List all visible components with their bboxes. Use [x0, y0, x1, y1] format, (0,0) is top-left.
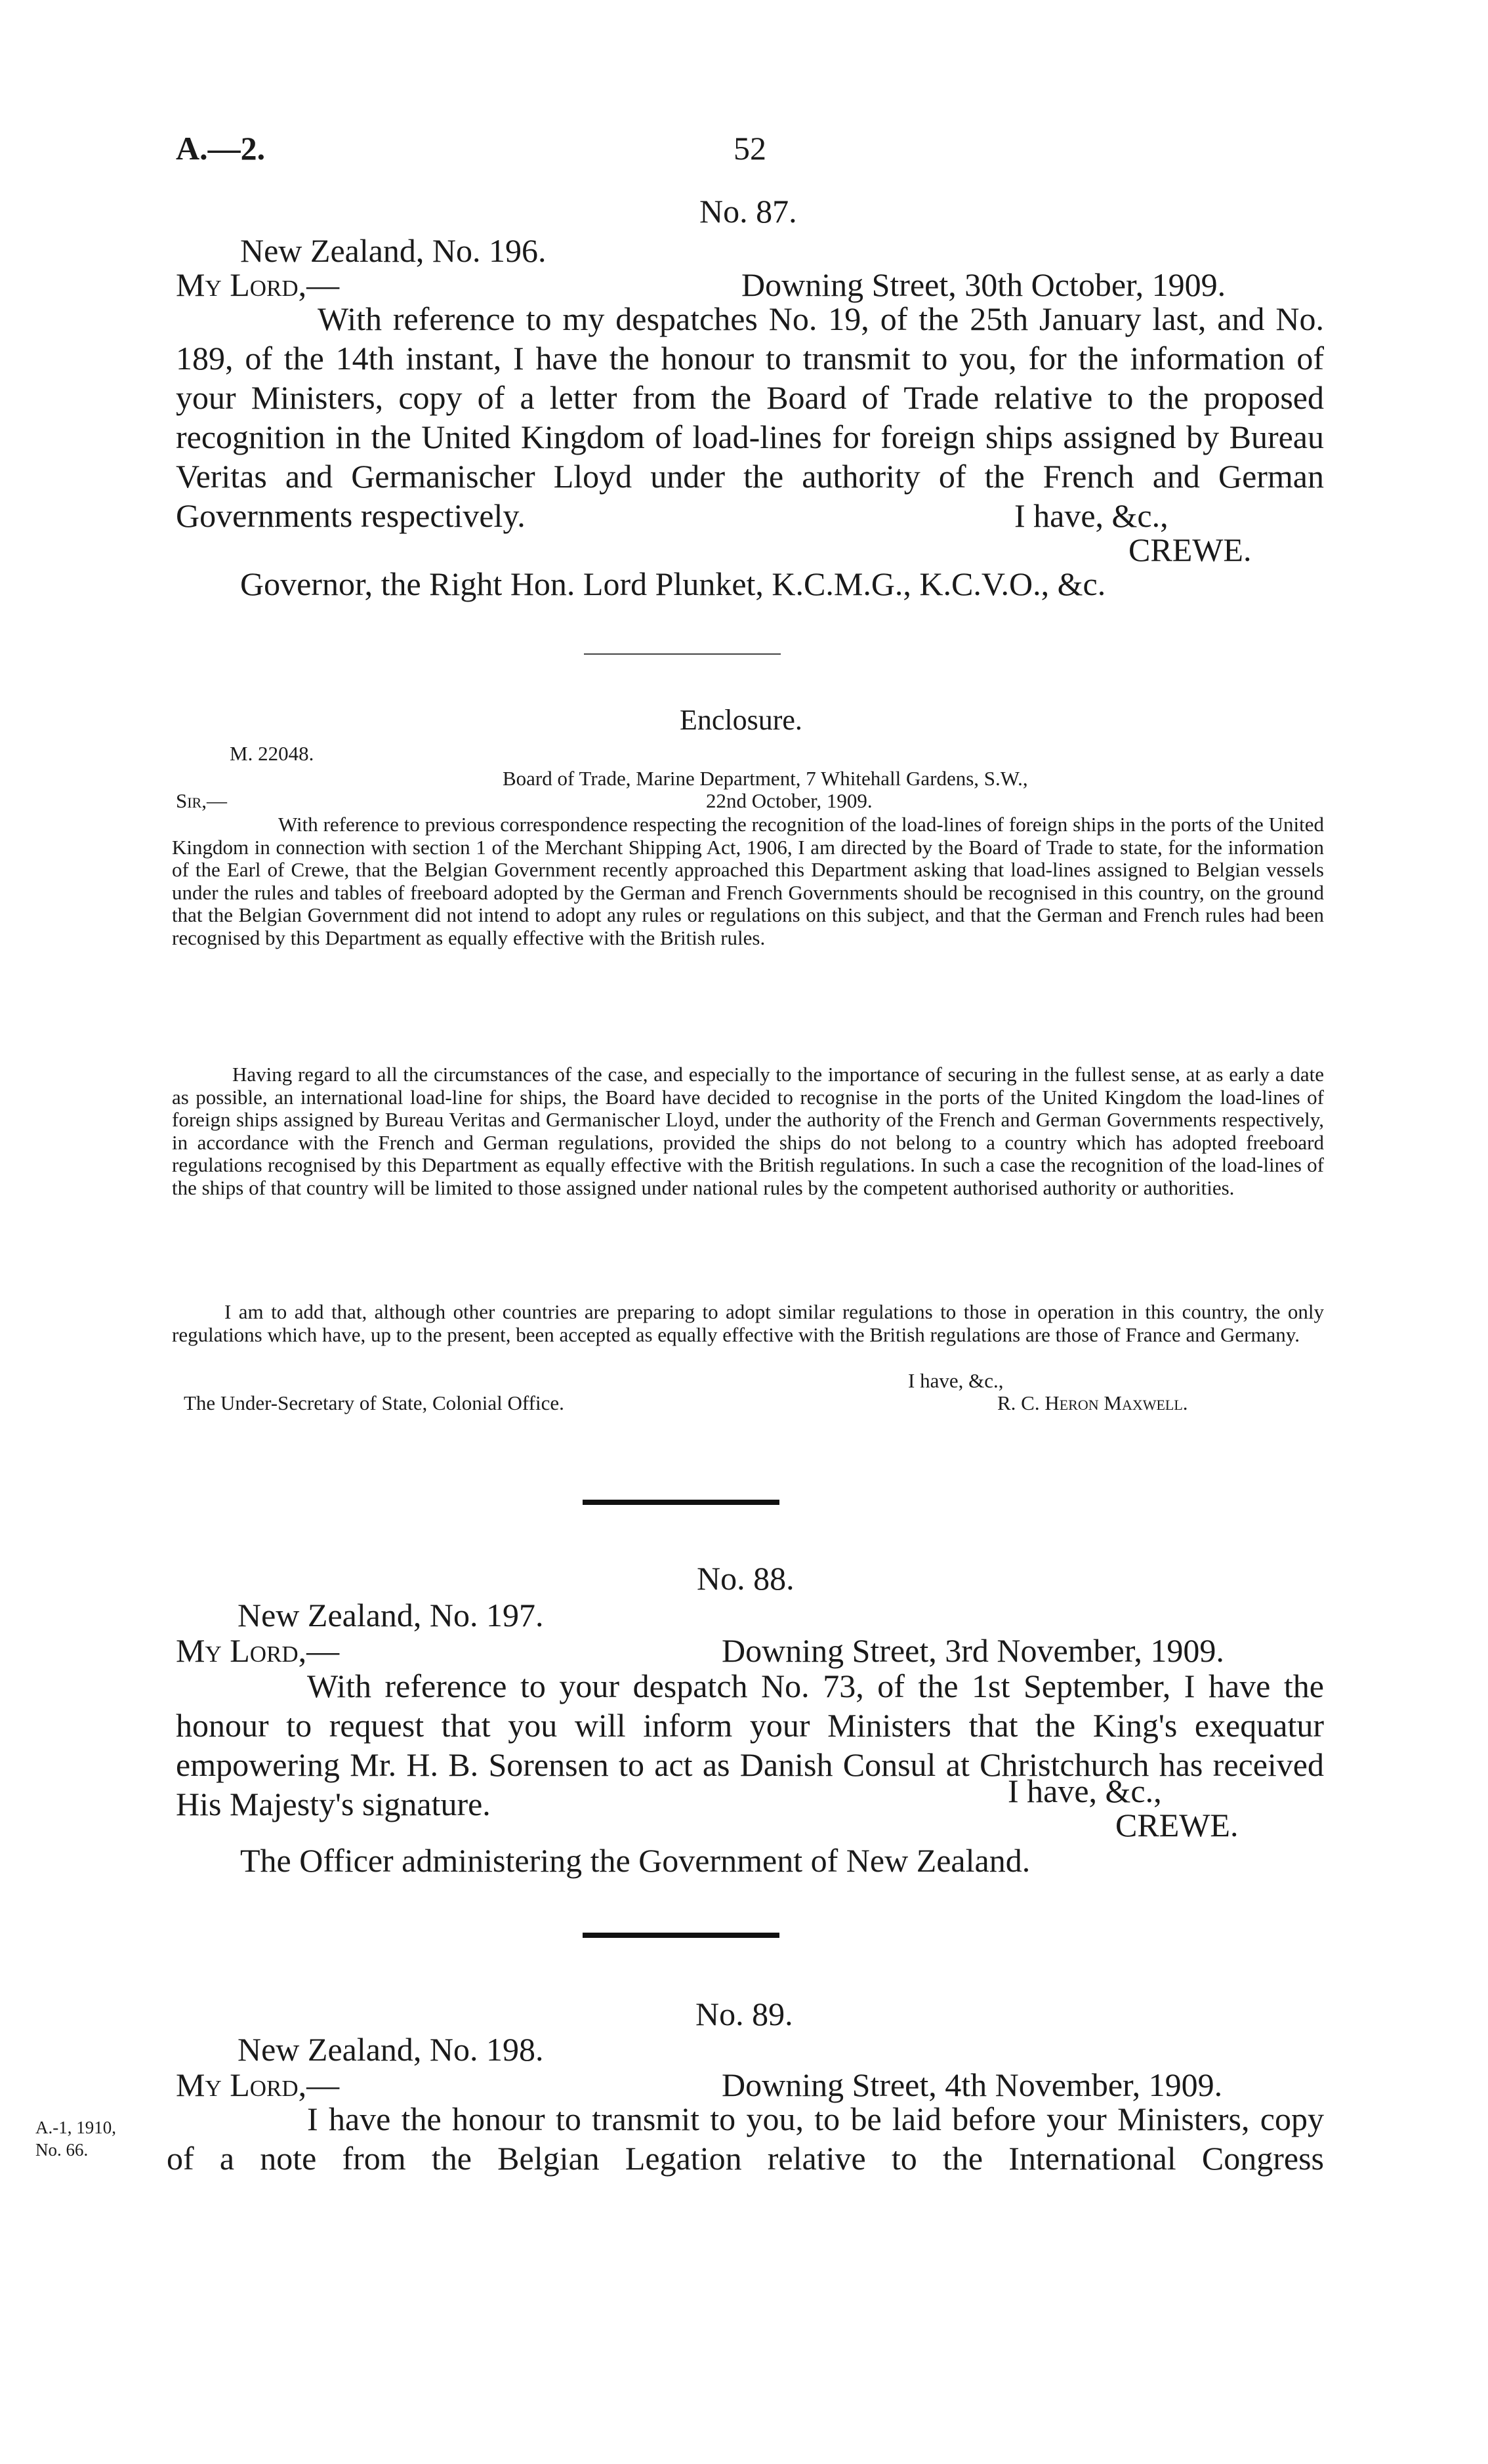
page-number: 52 [734, 130, 766, 167]
enclosure-ref: M. 22048. [230, 742, 314, 765]
enclosure-date: 22nd October, 1909. [706, 789, 873, 812]
salutation: My Lord,— [176, 266, 340, 303]
divider-thick [583, 1500, 779, 1505]
addressee: The Officer administering the Government of New Zealand. [240, 1842, 1031, 1879]
despatch-ref: New Zealand, No. 198. [238, 2031, 544, 2068]
margin-reference [35, 2116, 116, 2161]
despatch-ref: New Zealand, No. 197. [238, 1597, 544, 1633]
enclosure-paragraph-1: With reference to previous correspondence respecting the recognition of the load-lines of foreign ships in the ports of the United Kingdom in connection with section 1 of the Merchant Shipping Act, 1906, I am directed by the Board of Trade to state, for the information of the Earl of Crewe, that the Belgian Government recently approached this Department asking that load-lines assigned to Belgian vessels under the rules and tables of freeboard adopted by the German and French Governments should be recognised in this country, on the ground that the Belgian Government did not intend to adopt any rules or regulations on this subject, and that the German and French rules had been recognised by this Department as equally effective with the British rules. [172, 813, 1324, 949]
signature: CREWE. [1128, 531, 1252, 568]
despatch-body: With reference to your despatch No. 73, of the 1st September, I have the honour to request that you will inform your Ministers that the King's exequatur empowering Mr. H. B. Sorensen to act as Danish Consul at Christchurch has received His Majesty's signature. [176, 1668, 1324, 1822]
enclosure-address: Board of Trade, Marine Department, 7 Whitehall Gardens, S.W., [503, 767, 1028, 790]
divider-thick [583, 1933, 779, 1938]
enclosure-heading: Enclosure. [680, 704, 802, 736]
enclosure-paragraph-3: I am to add that, although other countries are preparing to adopt similar regulations to those in operation in this country, the only regulations which have, up to the present, been accepted as equally effective with the British regulations are those of France and Germany. [172, 1300, 1324, 1346]
enclosure-salutation: Sir,— [176, 789, 227, 812]
closing: I have, &c., [1008, 1773, 1162, 1809]
divider-thin [584, 653, 781, 655]
dateline: Downing Street, 3rd November, 1909. [722, 1632, 1224, 1669]
page-header-ref: A.—2. [176, 130, 266, 167]
addressee: Governor, the Right Hon. Lord Plunket, K.C.M.G., K.C.V.O., &c. [240, 565, 1106, 602]
enclosure-signature: R. C. Heron Maxwell. [997, 1391, 1188, 1414]
margin-reference-line-1: A.-1, 1910, [35, 2118, 116, 2137]
despatch-number: No. 87. [699, 193, 797, 230]
closing: I have, &c., [1014, 497, 1168, 534]
salutation: My Lord,— [176, 1632, 340, 1669]
despatch-number: No. 88. [697, 1560, 795, 1597]
enclosure-paragraph-2: Having regard to all the circumstances of the case, and especially to the importance of securing in the fullest sense, at as early a date as possible, an international load-line for ships, the Board have decided to recognise in the ports of the United Kingdom the load-lines of foreign ships assigned by Bureau Veritas and Germanischer Lloyd, under the authority of the French and German Governments respectively, in accordance with the French and German regulations, provided the ships do not belong to a country which has adopted freeboard regulations recognised by this Department as equally effective with the British regulations. In such a case the recognition of the load-lines of the ships of that country will be limited to those assigned under national rules by the competent authorised authority or authorities. [172, 1063, 1324, 1199]
despatch-body: With reference to my despatches No. 19, of the 25th January last, and No. 189, of the 14th instant, I have the honour to transmit to you, for the information of your Ministers, copy of a letter from the Board of Trade relative to the proposed recognition in the United Kingdom of load-lines for foreign ships assigned by Bureau Veritas and Germanischer Lloyd under the authority of the French and German Governments respectively. [176, 300, 1324, 534]
salutation: My Lord,— [176, 2066, 340, 2103]
signature: CREWE. [1115, 1807, 1239, 1843]
despatch-number: No. 89. [695, 1996, 793, 2032]
dateline: Downing Street, 4th November, 1909. [722, 2066, 1223, 2103]
despatch-ref: New Zealand, No. 196. [240, 232, 547, 269]
enclosure-addressee: The Under-Secretary of State, Colonial Office. [184, 1391, 564, 1414]
dateline: Downing Street, 30th October, 1909. [741, 266, 1226, 303]
margin-reference-line-2: No. 66. [35, 2140, 89, 2160]
despatch-body: I have the honour to transmit to you, to be laid before your Ministers, copy of a note from the Belgian Legation relative to the International Congress [167, 2101, 1324, 2177]
enclosure-closing: I have, &c., [908, 1369, 1004, 1392]
